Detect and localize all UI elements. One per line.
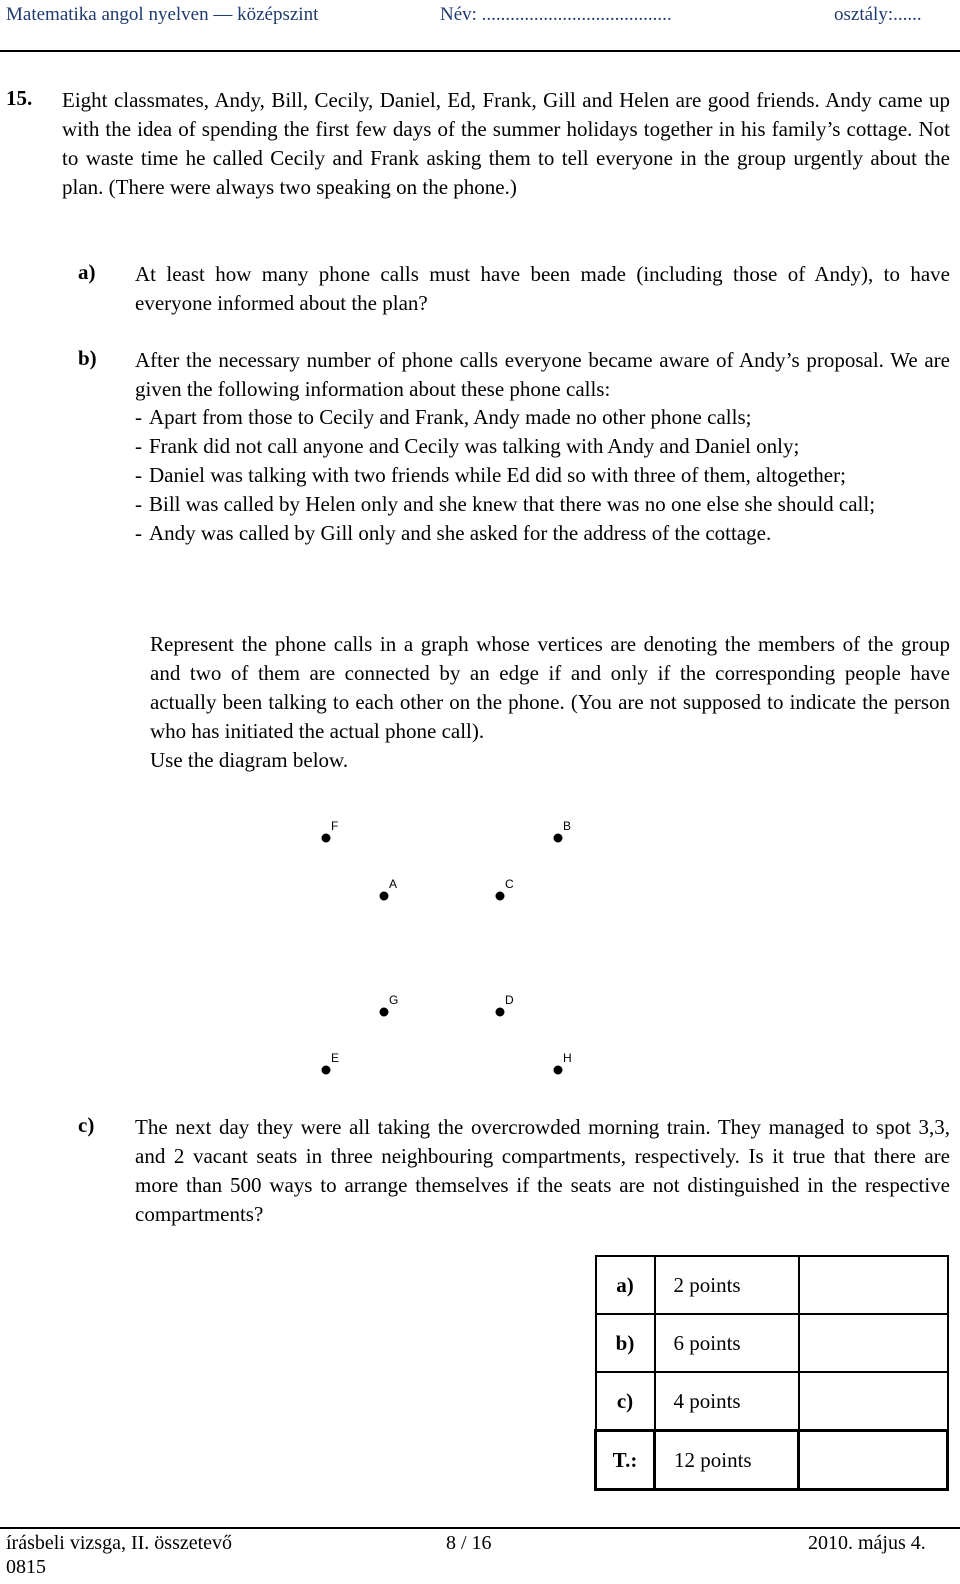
points-total-row [596,1431,948,1490]
vertex-f[interactable] [322,819,339,843]
part-b-label: b) [78,346,97,370]
footer-rule [0,1527,960,1529]
points-value: 6 points [655,1314,799,1372]
header-subject: Matematika angol nyelven — középszint [6,4,319,25]
condition-item: - Apart from those to Cecily and Frank, Andy made no other phone calls; [135,403,950,432]
part-b-text: After the necessary number of phone calls everyone became aware of Andy’s proposal. We are given the following information about these phone calls: [135,348,950,401]
footer-date: 2010. május 4. [808,1532,926,1554]
vertex-label: A [389,877,398,891]
condition-item: - Frank did not call anyone and Cecily was talking with Andy and Daniel only; [135,432,950,461]
points-total-label: T.: [596,1431,655,1490]
vertex-dot [496,892,505,901]
vertex-dot [554,1066,563,1075]
vertex-c[interactable] [496,877,515,901]
footer-page: 8 / 16 [446,1532,492,1554]
points-row [596,1372,948,1431]
score-cell[interactable] [799,1372,948,1431]
use-diagram-text: Use the diagram below. [150,748,349,772]
vertex-h[interactable] [554,1051,572,1075]
vertex-g[interactable] [380,993,399,1017]
condition-item: - Daniel was talking with two friends while Ed did so with three of them, altogether; [135,461,950,490]
vertex-dot [380,1008,389,1017]
footer-exam: írásbeli vizsga, II. összetevő [6,1532,233,1554]
part-a-text: At least how many phone calls must have been made (including those of Andy), to have everyone informed about the plan? [135,262,950,315]
part-c-text: The next day they were all taking the overcrowded morning train. They managed to spot 3,3, and 2 vacant seats in three neighbouring compartments, respectively. Is it true that there are more than 500 ways to arrange themselves if the seats are not distinguished in the respective compartments? [135,1115,950,1226]
header-class-field: osztály:...... [834,4,922,25]
points-row [596,1314,948,1372]
condition-item: - Bill was called by Helen only and she knew that there was no one else she should call; [135,490,950,519]
vertex-label: F [331,819,339,833]
graph-diagram [300,810,600,1090]
points-label: a) [596,1256,655,1314]
question-intro: Eight classmates, Andy, Bill, Cecily, Daniel, Ed, Frank, Gill and Helen are good friends. Andy came up with the idea of spending the first few days of the summer holidays together in his family’s cottage. Not to waste time he called Cecily and Frank asking them to tell everyone in the group urgently about the plan. (There were always two speaking on the phone.) [62,88,950,199]
points-row [596,1256,948,1314]
header-name-field: Név: ........................................ [440,4,672,25]
points-table [594,1255,949,1491]
points-value: 2 points [655,1256,799,1314]
points-label: c) [596,1372,655,1431]
vertex-dot [322,1066,331,1075]
header-rule [0,50,960,52]
vertex-b[interactable] [554,819,572,843]
vertex-label: E [331,1051,340,1065]
part-c-label: c) [78,1113,95,1137]
vertex-label: C [505,877,514,891]
vertex-e[interactable] [322,1051,340,1075]
part-b-conditions [135,403,950,548]
points-label: b) [596,1314,655,1372]
vertex-a[interactable] [380,877,398,901]
points-value: 4 points [655,1372,799,1431]
total-score-cell[interactable] [799,1431,948,1490]
vertex-dot [322,834,331,843]
footer-code: 0815 [6,1556,46,1578]
vertex-label: B [563,819,572,833]
represent-text: Represent the phone calls in a graph whose vertices are denoting the members of the group and two of them are connected by an edge if and only if the corresponding people have actually been talking to each other on the phone. (You are not supposed to indicate the person who has initiated the actual phone call). [150,632,950,743]
condition-item: - Andy was called by Gill only and she asked for the address of the cottage. [135,519,950,548]
vertex-label: D [505,993,514,1007]
vertex-label: G [389,993,399,1007]
score-cell[interactable] [799,1256,948,1314]
vertex-dot [496,1008,505,1017]
page-header [0,0,960,40]
score-cell[interactable] [799,1314,948,1372]
vertex-d[interactable] [496,993,515,1017]
part-a-label: a) [78,260,96,284]
graph-instructions [150,630,950,775]
question-number: 15. [6,86,33,110]
points-total-value: 12 points [655,1431,799,1490]
vertex-dot [380,892,389,901]
vertex-dot [554,834,563,843]
vertex-label: H [563,1051,572,1065]
